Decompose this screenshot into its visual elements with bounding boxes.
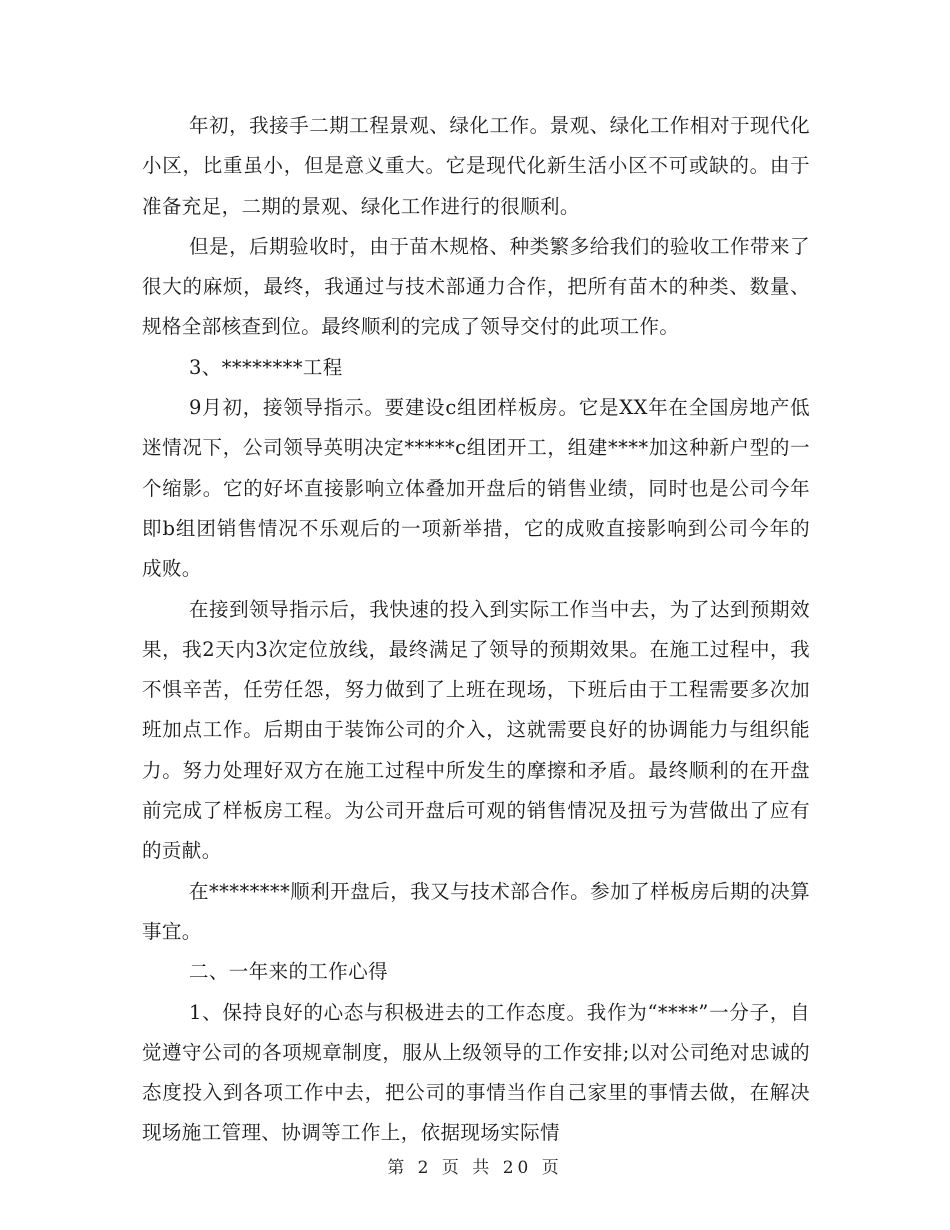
paragraph-model-house-plan: 9月初，接领导指示。要建设c组团样板房。它是XX年在全国房地产低迷情况下，公司领导英明决定*****c组团开工，组建****加这种新户型的一个缩影。它的好坏直接影响立体叠加开盘后的销售业绩，同时也是公司今年即b组团销售情况不乐观后的一项新举措，它的成败直接影响到公司今年的成败。 [142,396,810,581]
paragraph-final-accounts: 在********顺利开盘后，我又与技术部合作。参加了样板房后期的决算事宜。 [142,879,810,943]
paragraph-acceptance-check: 但是，后期验收时，由于苗木规格、种类繁多给我们的验收工作带来了很大的麻烦，最终，我通过与技术部通力合作，把所有苗木的种类、数量、规格全部核查到位。最终顺利的完成了领导交付的此项工作。 [142,234,810,339]
paragraph-attitude: 1、保持良好的心态与积极进去的工作态度。我作为“****”一分子，自觉遵守公司的各项规章制度，服从上级领导的工作安排;以对公司绝对忠诚的态度投入到各项工作中去，把公司的事情当作自己家里的事情去做，在解决现场施工管理、协调等工作上，依据现场实际情 [142,1000,810,1145]
document-body [142,106,810,1154]
section-heading-project-3: 3、********工程 [189,355,343,379]
section-heading-work-insights: 二、一年来的工作心得 [189,960,389,984]
paragraph-landscaping-intro: 年初，我接手二期工程景观、绿化工作。景观、绿化工作相对于现代化小区，比重虽小，但是意义重大。它是现代化新生活小区不可或缺的。由于准备充足，二期的景观、绿化工作进行的很顺利。 [142,114,810,218]
paragraph-model-house-work: 在接到领导指示后，我快速的投入到实际工作当中去，为了达到预期效果，我2天内3次定位放线，最终满足了领导的预期效果。在施工过程中，我不惧辛苦，任劳任怨，努力做到了上班在现场，下班后由于工程需要多次加班加点工作。后期由于装饰公司的介入，这就需要良好的协调能力与组织能力。努力处理好双方在施工过程中所发生的摩擦和矛盾。最终顺利的在开盘前完成了样板房工程。为公司开盘后可观的销售情况及扭亏为营做出了应有的贡献。 [142,597,810,863]
page-number-footer: 第 2 页 共 20 页 [387,1158,563,1178]
